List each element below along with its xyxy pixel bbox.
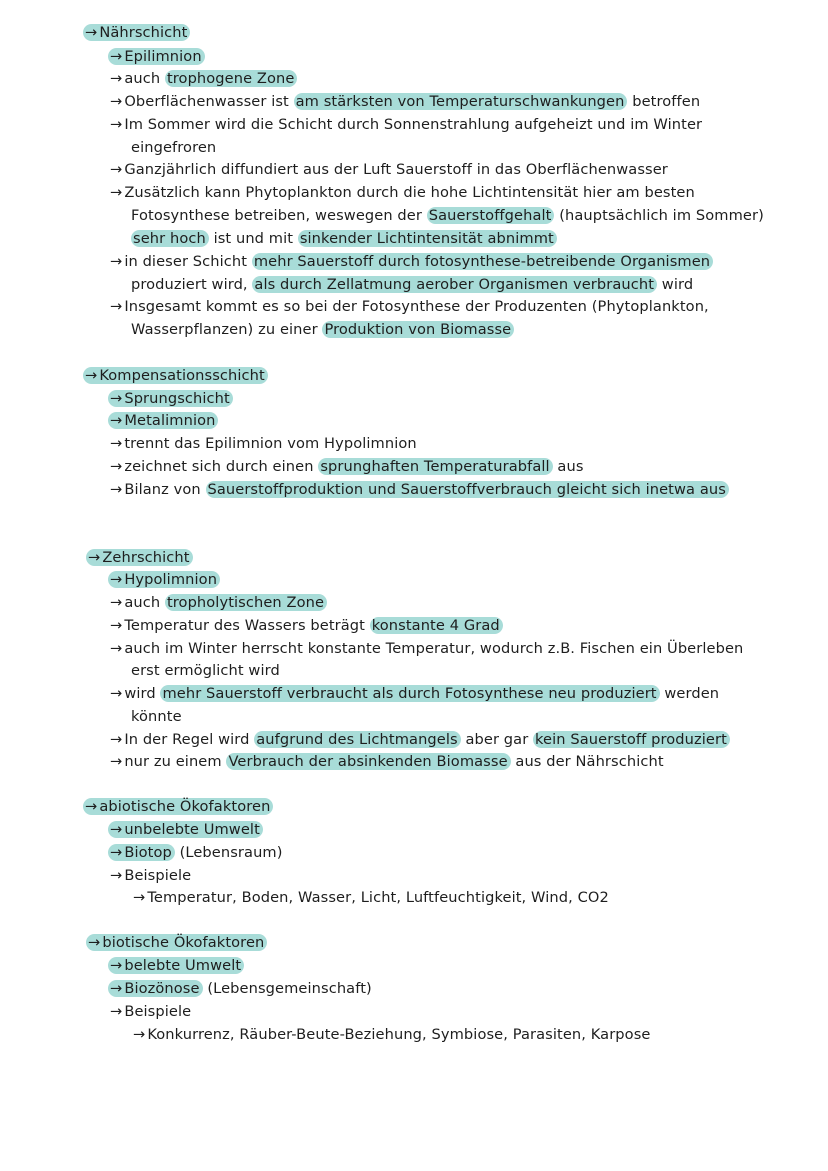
list-item: → Ganzjährlich diffundiert aus der Luft Sauerstoff in das Oberflächenwasser: [110, 161, 668, 178]
list-item: → Temperatur des Wassers beträgt konstante 4 Grad: [110, 616, 503, 636]
list-item-cont: könnte: [131, 708, 182, 725]
list-item: → Zusätzlich kann Phytoplankton durch die hohe Lichtintensität hier am besten: [110, 184, 695, 201]
arrow-icon: →: [88, 549, 101, 566]
arrow-icon: →: [110, 93, 123, 110]
list-item: → Bilanz von Sauerstoffproduktion und Sauerstoffverbrauch gleicht sich inetwa aus: [110, 480, 729, 500]
list-item-cont: sehr hoch ist und mit sinkender Lichtintensität abnimmt: [131, 229, 557, 249]
arrow-icon: →: [110, 594, 123, 611]
arrow-icon: →: [110, 867, 123, 884]
arrow-icon: →: [110, 184, 123, 201]
list-item: → Biozönose (Lebensgemeinschaft): [110, 980, 372, 997]
list-item: → trennt das Epilimnion vom Hypolimnion: [110, 435, 417, 452]
list-item-cont: produziert wird, als durch Zellatmung aerober Organismen verbraucht wird: [131, 276, 694, 293]
list-item-nested: → Temperatur, Boden, Wasser, Licht, Luftfeuchtigkeit, Wind, CO2: [133, 889, 609, 906]
list-item: → auch im Winter herrscht konstante Temperatur, wodurch z.B. Fischen ein Überleben: [110, 640, 744, 657]
list-item: → Beispiele: [110, 1003, 192, 1020]
arrow-icon: →: [110, 957, 123, 974]
arrow-icon: →: [133, 1026, 146, 1043]
list-item: → Biotop (Lebensraum): [110, 844, 283, 861]
list-item: → in dieser Schicht mehr Sauerstoff durch fotosynthese-betreibende Organismen: [110, 252, 713, 272]
arrow-icon: →: [88, 934, 101, 951]
arrow-icon: →: [110, 435, 123, 452]
arrow-icon: →: [110, 821, 123, 838]
list-item: → auch tropholytischen Zone: [110, 593, 327, 613]
arrow-icon: →: [85, 798, 98, 815]
list-item-cont: erst ermöglicht wird: [131, 662, 280, 679]
list-item: → wird mehr Sauerstoff verbraucht als durch Fotosynthese neu produziert werden: [110, 685, 720, 702]
list-item-cont: Wasserpflanzen) zu einer Produktion von Biomasse: [131, 320, 514, 340]
arrow-icon: →: [110, 731, 123, 748]
arrow-icon: →: [110, 844, 123, 861]
list-item: → Hypolimnion: [108, 570, 220, 590]
list-item-cont: Fotosynthese betreiben, weswegen der Sauerstoffgehalt (hauptsächlich im Sommer): [131, 207, 764, 224]
arrow-icon: →: [110, 1003, 123, 1020]
arrow-icon: →: [110, 70, 123, 87]
arrow-icon: →: [85, 24, 98, 41]
list-item: → Metalimnion: [108, 411, 218, 431]
list-item: → Beispiele: [110, 867, 192, 884]
arrow-icon: →: [110, 298, 123, 315]
arrow-icon: →: [110, 116, 123, 133]
arrow-icon: →: [110, 412, 123, 429]
arrow-icon: →: [110, 48, 123, 65]
list-item-nested: → Konkurrenz, Räuber-Beute-Beziehung, Symbiose, Parasiten, Karpose: [133, 1026, 651, 1043]
arrow-icon: →: [110, 253, 123, 270]
arrow-icon: →: [110, 161, 123, 178]
arrow-icon: →: [110, 640, 123, 657]
heading-kompensationsschicht: → Kompensationsschicht: [83, 366, 268, 386]
list-item: → Insgesamt kommt es so bei der Fotosynthese der Produzenten (Phytoplankton,: [110, 298, 709, 315]
list-item: → zeichnet sich durch einen sprunghaften Temperaturabfall aus: [110, 458, 584, 475]
list-item: → Epilimnion: [108, 47, 205, 67]
list-item: → In der Regel wird aufgrund des Lichtmangels aber gar kein Sauerstoff produziert: [110, 730, 730, 750]
arrow-icon: →: [110, 571, 123, 588]
arrow-icon: →: [133, 889, 146, 906]
list-item-cont: eingefroren: [131, 139, 217, 156]
arrow-icon: →: [110, 390, 123, 407]
list-item: → Im Sommer wird die Schicht durch Sonnenstrahlung aufgeheizt und im Winter: [110, 116, 703, 133]
arrow-icon: →: [85, 367, 98, 384]
heading-biotische-oekofaktoren: → biotische Ökofaktoren: [86, 933, 267, 953]
list-item: → auch trophogene Zone: [110, 69, 297, 89]
list-item: → unbelebte Umwelt: [108, 820, 263, 840]
heading-abiotische-oekofaktoren: → abiotische Ökofaktoren: [83, 797, 273, 817]
list-item: → belebte Umwelt: [108, 956, 244, 976]
list-item: → Oberflächenwasser ist am stärksten von Temperaturschwankungen betroffen: [110, 93, 701, 110]
arrow-icon: →: [110, 458, 123, 475]
list-item: → nur zu einem Verbrauch der absinkenden Biomasse aus der Nährschicht: [110, 753, 664, 770]
list-item: → Sprungschicht: [108, 389, 233, 409]
heading-zehrschicht: → Zehrschicht: [86, 548, 193, 568]
arrow-icon: →: [110, 685, 123, 702]
arrow-icon: →: [110, 481, 123, 498]
arrow-icon: →: [110, 617, 123, 634]
arrow-icon: →: [110, 753, 123, 770]
heading-naehrschicht: → Nährschicht: [83, 23, 190, 43]
arrow-icon: →: [110, 980, 123, 997]
